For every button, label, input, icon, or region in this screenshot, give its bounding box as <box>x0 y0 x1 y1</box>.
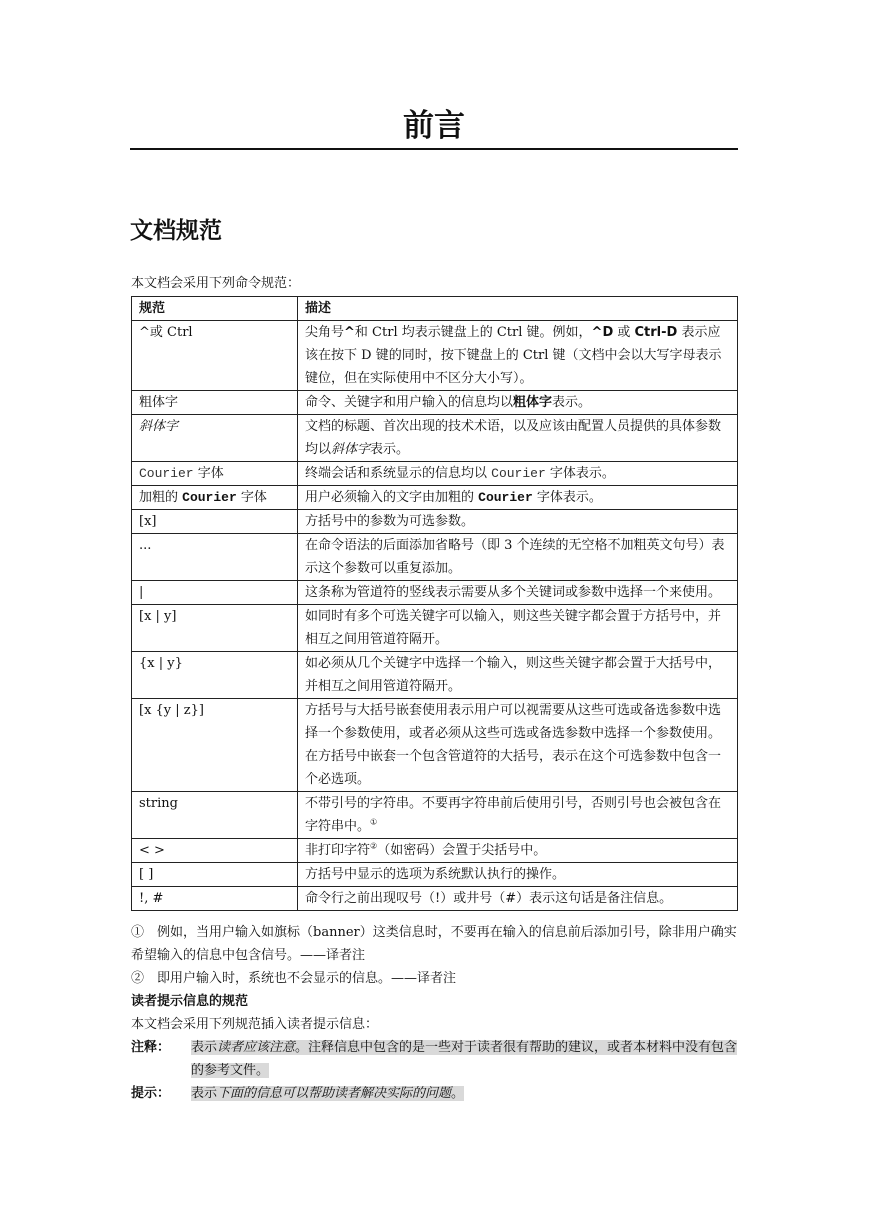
table-row <box>132 321 738 391</box>
tip-label: 提示： <box>131 1086 171 1101</box>
convention-term: string <box>132 792 298 839</box>
table-header-row <box>132 297 738 321</box>
table-row <box>132 415 738 462</box>
footnote-1: ① 例如，当用户输入如旗标（banner）这类信息时，不要再在输入的信息前后添加引号，除非用户确实希望输入的信息中包含信号。——译者注 <box>131 925 737 963</box>
note-text: 表示读者应该注意。注释信息中包含的是一些对于读者很有帮助的建议，或者本材料中没有包含的参考文件。 <box>191 1040 738 1078</box>
convention-description: 终端会话和系统显示的信息均以 Courier 字体表示。 <box>298 462 738 486</box>
table-row <box>132 605 738 652</box>
convention-term: [x | y] <box>132 605 298 652</box>
column-header-description: 描述 <box>298 297 738 321</box>
table-row <box>132 486 738 510</box>
table-row <box>132 391 738 415</box>
convention-description: 方括号与大括号嵌套使用表示用户可以视需要从这些可选或备选参数中选择一个参数使用，或者必须从这些可选或备选参数中选择一个参数使用。在方括号中嵌套一个包含管道符的大括号，表示在这个可选参数中包含一个必选项。 <box>298 699 738 792</box>
table-row <box>132 863 738 887</box>
convention-description: 尖角号^和 Ctrl 均表示键盘上的 Ctrl 键。例如，^D 或 Ctrl-D 表示应该在按下 D 键的同时，按下键盘上的 Ctrl 键（文档中会以大写字母表示键位，但在实际使用中不区分大小写）。 <box>298 321 738 391</box>
convention-term: Courier 字体 <box>132 462 298 486</box>
convention-description: 在命令语法的后面添加省略号（即 3 个连续的无空格不加粗英文句号）表示这个参数可以重复添加。 <box>298 534 738 581</box>
convention-description: 方括号中显示的选项为系统默认执行的操作。 <box>298 863 738 887</box>
convention-term: [x] <box>132 510 298 534</box>
convention-term: {x | y} <box>132 652 298 699</box>
convention-description: 命令、关键字和用户输入的信息均以粗体字表示。 <box>298 391 738 415</box>
table-row <box>132 581 738 605</box>
convention-term: [ ] <box>132 863 298 887</box>
table-row <box>132 699 738 792</box>
convention-description: 非打印字符②（如密码）会置于尖括号中。 <box>298 839 738 863</box>
convention-description: 命令行之前出现叹号（!）或井号（#）表示这句话是备注信息。 <box>298 887 738 911</box>
table-row <box>132 887 738 911</box>
table-row <box>132 510 738 534</box>
convention-term: < > <box>132 839 298 863</box>
reader-notes-heading: 读者提示信息的规范 <box>131 994 249 1009</box>
title-divider <box>130 148 738 150</box>
table-row <box>132 462 738 486</box>
table-row <box>132 652 738 699</box>
convention-description: 用户必须输入的文字由加粗的 Courier 字体表示。 <box>298 486 738 510</box>
reader-notes-intro: 本文档会采用下列规范插入读者提示信息： <box>131 1017 379 1032</box>
convention-description: 文档的标题、首次出现的技术术语，以及应该由配置人员提供的具体参数均以斜体字表示。 <box>298 415 738 462</box>
note-label: 注释： <box>131 1040 171 1055</box>
table-intro: 本文档会采用下列命令规范： <box>131 276 301 291</box>
section-heading: 文档规范 <box>130 218 222 244</box>
convention-term: !, # <box>132 887 298 911</box>
table-row <box>132 534 738 581</box>
convention-description: 如同时有多个可选关键字可以输入，则这些关键字都会置于方括号中，并相互之间用管道符隔开。 <box>298 605 738 652</box>
column-header-convention: 规范 <box>132 297 298 321</box>
convention-term: | <box>132 581 298 605</box>
page-title: 前言 <box>403 108 465 144</box>
convention-term: 粗体字 <box>132 391 298 415</box>
convention-term: 加粗的 Courier 字体 <box>132 486 298 510</box>
convention-description: 这条称为管道符的竖线表示需要从多个关键词或参数中选择一个来使用。 <box>298 581 738 605</box>
footnote-ref-2: ② <box>370 841 378 851</box>
convention-description: 方括号中的参数为可选参数。 <box>298 510 738 534</box>
convention-term: 斜体字 <box>132 415 298 462</box>
convention-description: 不带引号的字符串。不要再字符串前后使用引号，否则引号也会被包含在字符串中。① <box>298 792 738 839</box>
conventions-table <box>131 296 738 911</box>
footnote-ref-1: ① <box>370 817 378 827</box>
note-callout <box>131 1036 739 1082</box>
convention-description: 如必须从几个关键字中选择一个输入，则这些关键字都会置于大括号中，并相互之间用管道符隔开。 <box>298 652 738 699</box>
table-row <box>132 792 738 839</box>
footnote-2: ② 即用户输入时，系统也不会显示的信息。——译者注 <box>131 971 457 986</box>
convention-term: ^或 Ctrl <box>132 321 298 391</box>
convention-term: [x {y | z}] <box>132 699 298 792</box>
tip-text: 表示下面的信息可以帮助读者解决实际的问题。 <box>191 1086 465 1101</box>
table-row <box>132 839 738 863</box>
convention-term: ... <box>132 534 298 581</box>
tip-callout <box>131 1082 739 1105</box>
